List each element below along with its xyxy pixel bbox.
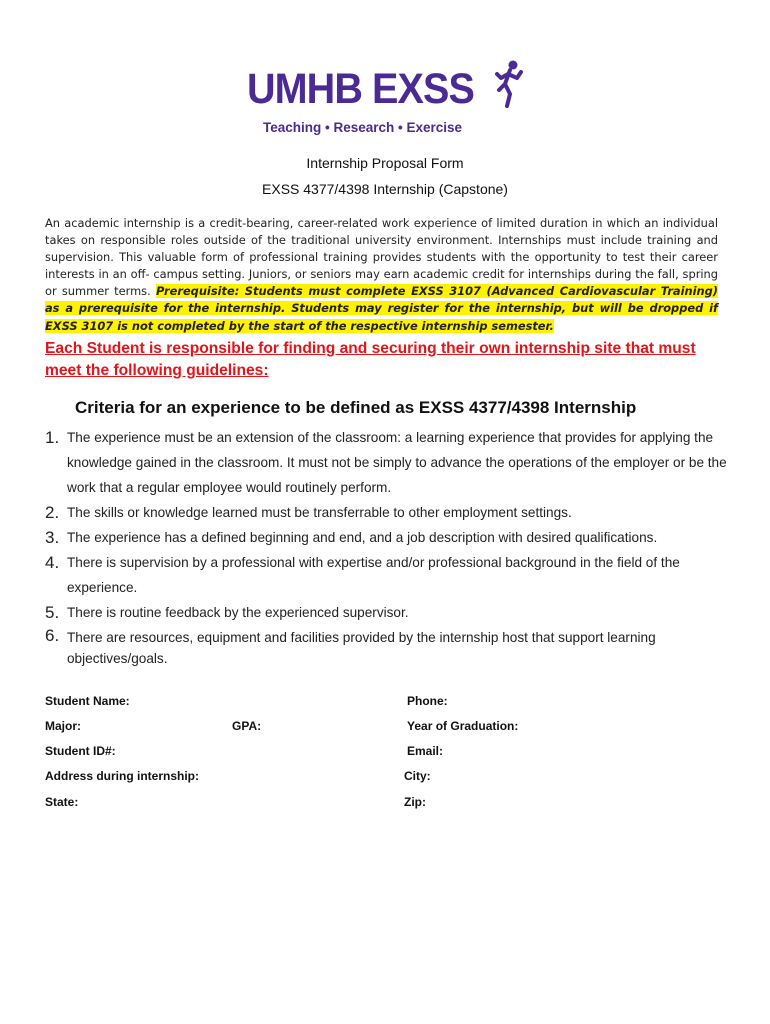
item-number: 5.	[45, 603, 60, 622]
course-subtitle: EXSS 4377/4398 Internship (Capstone)	[262, 181, 508, 197]
address-label: Address during internship:	[45, 769, 200, 783]
logo-wordmark: UMHB EXSS	[247, 65, 474, 113]
item-number: 6.	[45, 626, 60, 645]
item-number: 4.	[45, 553, 60, 572]
item-text: There are resources, equipment and facilities provided by the internship host that support learning objectives/goals.	[67, 630, 656, 666]
item-text: The skills or knowledge learned must be transferrable to other employment settings.	[67, 505, 572, 520]
email-label: Email:	[407, 744, 444, 758]
criteria-item	[45, 425, 735, 500]
item-text: The experience must be an extension of the classroom: a learning experience that provides for applying the knowledge gained in the classroom. It must not be simply to advance the operations of the employer or be the work that a regular employee would routinely perform.	[67, 430, 727, 495]
year-of-graduation-label: Year of Graduation:	[407, 719, 519, 733]
student-id-label: Student ID#:	[45, 744, 116, 758]
responsibility-notice: Each Student is responsible for finding and securing their own internship site that must meet the following guidelines:	[45, 340, 696, 379]
zip-label: Zip:	[404, 795, 426, 809]
item-number: 1.	[45, 428, 60, 447]
criteria-item	[45, 550, 735, 600]
item-number: 2.	[45, 503, 60, 522]
umhb-exss-logo	[245, 58, 530, 140]
criteria-item	[45, 625, 735, 669]
criteria-heading: Criteria for an experience to be defined as EXSS 4377/4398 Internship	[75, 398, 637, 417]
gpa-label: GPA:	[232, 719, 262, 733]
item-text: The experience has a defined beginning and end, and a job description with desired qualifications.	[67, 530, 658, 545]
criteria-item	[45, 525, 735, 550]
runner-icon	[493, 60, 525, 110]
major-label: Major:	[45, 719, 81, 733]
criteria-item	[45, 500, 735, 525]
form-title: Internship Proposal Form	[306, 155, 464, 171]
item-text: There is routine feedback by the experienced supervisor.	[67, 605, 409, 620]
item-text: There is supervision by a professional with expertise and/or professional background in the field of the experience.	[67, 555, 680, 595]
intro-paragraph	[45, 215, 718, 335]
state-label: State:	[45, 795, 79, 809]
criteria-item	[45, 600, 735, 625]
item-number: 3.	[45, 528, 60, 547]
criteria-list	[45, 425, 735, 669]
student-name-label: Student Name:	[45, 694, 130, 708]
city-label: City:	[404, 769, 431, 783]
intro-text: An academic internship is a credit-bearing, career-related work experience of limited duration in which an individual takes on responsible roles outside of the traditional university environment. Internships must include training and supervision. This valuable form of professional training provides students with the opportunity to test their career interests in an off- campus setting. Juniors, or seniors may earn academic credit for internships during the fall, spring or summer terms.	[45, 216, 718, 299]
prerequisite-highlight: Prerequisite: Students must complete EXSS 3107 (Advanced Cardiovascular Training) as a prerequisite for the internship. Students may register for the internship, but will be dropped if EXSS 3107 is not completed by the start of the respective internship semester.	[45, 284, 719, 333]
phone-label: Phone:	[407, 694, 448, 708]
logo-tagline: Teaching • Research • Exercise	[263, 120, 463, 135]
